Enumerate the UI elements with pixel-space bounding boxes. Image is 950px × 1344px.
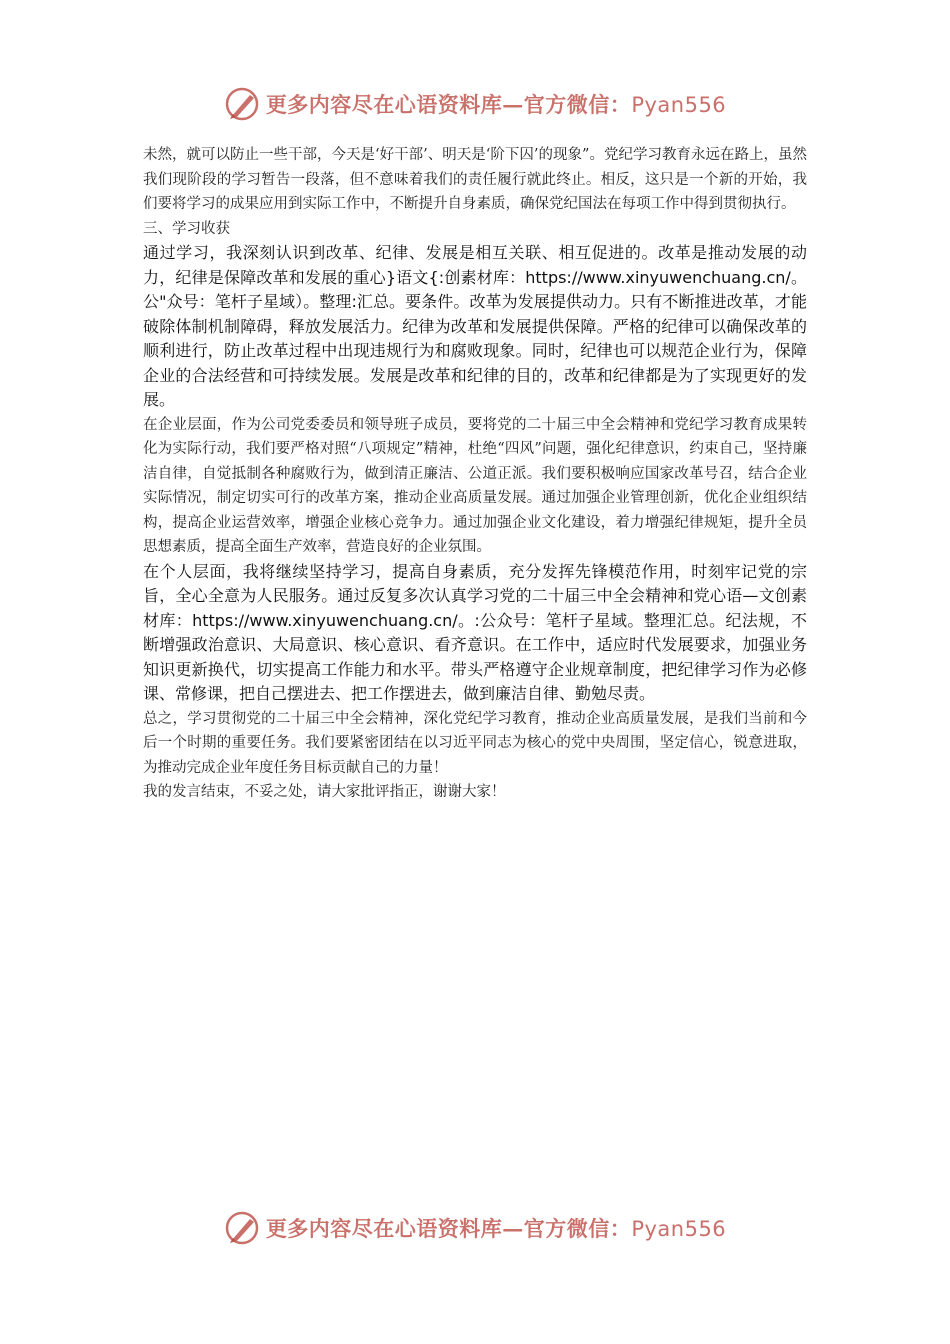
document-body [143,143,807,805]
header-banner-text [266,89,726,119]
pen-logo-icon [224,86,260,122]
pen-logo-icon [224,1210,260,1246]
paragraph-reform-discipline: 通过学习，我深刻认识到改革、纪律、发展是相互关联、相互促进的。改革是推动发展的动力，纪律是保障改革和发展的重心}语文{:创素材库：https://www.xinyuwenchuang.cn/。公"众号：笔杆子星域）。整理:汇总。要条件。改革为发展提供动力。只有不断推进改革，才能破除体制机制障碍，释放发展活力。纪律为改革和发展提供保障。严格的纪律可以确保改革的顺利进行，防止改革过程中出现违规行为和腐败现象。同时，纪律也可以规范企业行为，保障企业的合法经营和可持续发展。发展是改革和纪律的目的，改革和纪律都是为了实现更好的发展。 [143,243,807,409]
paragraph-closing: 我的发言结束，不妥之处，请大家批评指正，谢谢大家！ [143,784,506,800]
section-heading-learning-gains: 三、学习收获 [143,220,230,237]
header-banner-title: 更多内容尽在心语资料库—官方微信： [265,92,632,117]
footer-banner [0,1208,950,1248]
footer-wechat-id: Pyan556 [631,1217,727,1241]
footer-banner-title: 更多内容尽在心语资料库—官方微信： [265,1216,632,1241]
paragraph-conclusion: 总之，学习贯彻党的二十届三中全会精神，深化党纪学习教育，推动企业高质量发展，是我们当前和今后一个时期的重要任务。我们要紧密团结在以习近平同志为核心的党中央周围，坚定信心，锐意进取，为推动完成企业年度任务目标贡献自己的力量！ [143,710,807,776]
paragraph-personal-level: 在个人层面，我将继续坚持学习，提高自身素质，充分发挥先锋模范作用，时刻牢记党的宗旨，全心全意为人民服务。通过反复多次认真学习党的二十届三中全会精神和党心语—文创素材库：https://www.xinyuwenchuang.cn/。:公众号：笔杆子星域。整理汇总。纪法规，不断增强政治意识、大局意识、核心意识、看齐意识。在工作中，适应时代发展要求，加强业务知识更新换代，切实提高工作能力和水平。带头严格遵守企业规章制度，把纪律学习作为必修课、常修课，把自己摆进去、把工作摆进去，做到廉洁自律、勤勉尽责。 [143,561,807,703]
paragraph-enterprise-level: 在企业层面，作为公司党委委员和领导班子成员，要将党的二十届三中全会精神和党纪学习教育成果转化为实际行动，我们要严格对照“八项规定”精神，杜绝“四风”问题，强化纪律意识，约束自己，坚持廉洁自律，自觉抵制各种腐败行为，做到清正廉洁、公道正派。我们要积极响应国家改革号召，结合企业实际情况，制定切实可行的改革方案，推动企业高质量发展。通过加强企业管理创新，优化企业组织结构，提高企业运营效率，增强企业核心竞争力。通过加强企业文化建设，着力增强纪律规矩，提升全员思想素质，提高全面生产效率，营造良好的企业氛围。 [143,416,807,555]
header-wechat-id: Pyan556 [631,93,727,117]
footer-banner-text [266,1213,726,1243]
header-banner [0,84,950,124]
paragraph-continuation: 未然，就可以防止一些干部，今天是‘好干部’、明天是‘阶下囚’的现象”。党纪学习教育永远在路上，虽然我们现阶段的学习暂告一段落，但不意味着我们的责任履行就此终止。相反，这只是一个新的开始，我们要将学习的成果应用到实际工作中，不断提升自身素质，确保党纪国法在每项工作中得到贯彻执行。 [143,147,807,212]
